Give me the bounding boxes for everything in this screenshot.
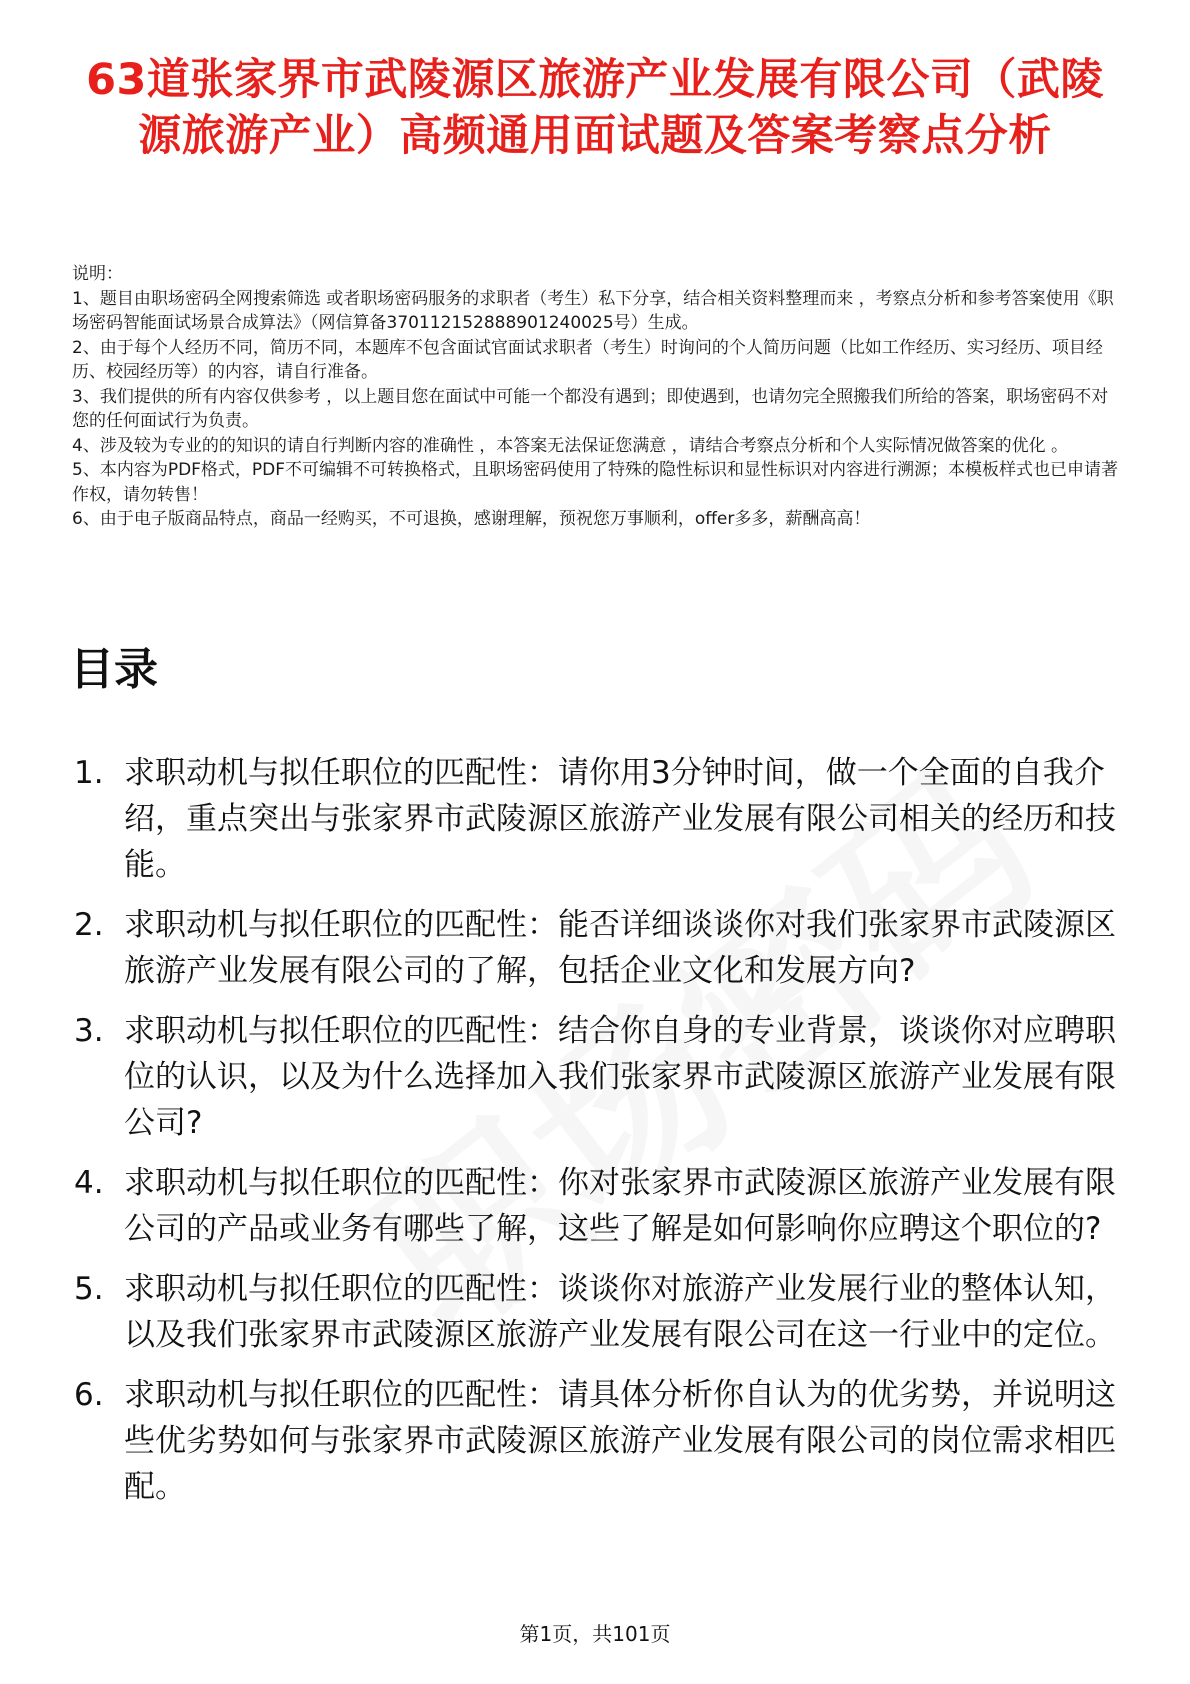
- toc-item[interactable]: [0, 1266, 1190, 1358]
- note-item: 6、由于电子版商品特点，商品一经购买，不可退换，感谢理解，预祝您万事顺利，offer多多，薪酬高高！: [72, 509, 871, 529]
- notes-section: [72, 262, 1122, 532]
- toc-item-number: 4.: [74, 1165, 104, 1201]
- toc-item[interactable]: [0, 902, 1190, 994]
- toc-item-text: 求职动机与拟任职位的匹配性：请你用3分钟时间，做一个全面的自我介绍，重点突出与张家界市武陵源区旅游产业发展有限公司相关的经历和技能。: [124, 755, 1116, 883]
- note-item: 1、题目由职场密码全网搜索筛选 或者职场密码服务的求职者（考生）私下分享，结合相关资料整理而来 ，考察点分析和参考答案使用《职场密码智能面试场景合成算法》（网信算备370112152888901240025号）生成。: [72, 288, 1114, 333]
- note-item: 2、由于每个人经历不同，简历不同，本题库不包含面试官面试求职者（考生）时询问的个人简历问题（比如工作经历、实习经历、项目经历、校园经历等）的内容，请自行准备。: [72, 337, 1103, 382]
- toc-item[interactable]: [0, 1160, 1190, 1252]
- toc-item-number: 1.: [74, 755, 104, 791]
- notes-heading: 说明：: [72, 264, 123, 284]
- toc-item-text: 求职动机与拟任职位的匹配性：能否详细谈谈你对我们张家界市武陵源区旅游产业发展有限公司的了解，包括企业文化和发展方向?: [124, 907, 1116, 989]
- toc-item-text: 求职动机与拟任职位的匹配性：请具体分析你自认为的优劣势，并说明这些优劣势如何与张家界市武陵源区旅游产业发展有限公司的岗位需求相匹配。: [124, 1377, 1116, 1505]
- toc-item-text: 求职动机与拟任职位的匹配性：你对张家界市武陵源区旅游产业发展有限公司的产品或业务有哪些了解，这些了解是如何影响你应聘这个职位的?: [124, 1165, 1116, 1247]
- document-title: 63道张家界市武陵源区旅游产业发展有限公司（武陵源旅游产业）高频通用面试题及答案考察点分析: [86, 55, 1104, 161]
- toc-item-number: 5.: [74, 1271, 104, 1307]
- toc-list: [0, 750, 1190, 1524]
- page-footer: 第1页，共101页: [519, 1622, 671, 1646]
- toc-item-text: 求职动机与拟任职位的匹配性：结合你自身的专业背景，谈谈你对应聘职位的认识，以及为什么选择加入我们张家界市武陵源区旅游产业发展有限公司?: [124, 1013, 1116, 1141]
- note-item: 5、本内容为PDF格式，PDF不可编辑不可转换格式，且职场密码使用了特殊的隐性标识和显性标识对内容进行溯源；本模板样式也已申请著作权，请勿转售！: [72, 460, 1119, 505]
- toc-item-number: 3.: [74, 1013, 104, 1049]
- toc-item-number: 6.: [74, 1377, 104, 1413]
- note-item: 3、我们提供的所有内容仅供参考 ，以上题目您在面试中可能一个都没有遇到；即使遇到，也请勿完全照搬我们所给的答案，职场密码不对您的任何面试行为负责。: [72, 386, 1109, 431]
- toc-item-text: 求职动机与拟任职位的匹配性：谈谈你对旅游产业发展行业的整体认知，以及我们张家界市武陵源区旅游产业发展有限公司在这一行业中的定位。: [124, 1271, 1116, 1353]
- toc-item[interactable]: [0, 750, 1190, 888]
- note-item: 4、涉及较为专业的的知识的请自行判断内容的准确性 ，本答案无法保证您满意 ，请结合考察点分析和个人实际情况做答案的优化 。: [72, 435, 1069, 456]
- toc-item[interactable]: [0, 1008, 1190, 1146]
- toc-heading: 目录: [70, 644, 158, 695]
- toc-item-number: 2.: [74, 907, 104, 943]
- toc-item[interactable]: [0, 1372, 1190, 1510]
